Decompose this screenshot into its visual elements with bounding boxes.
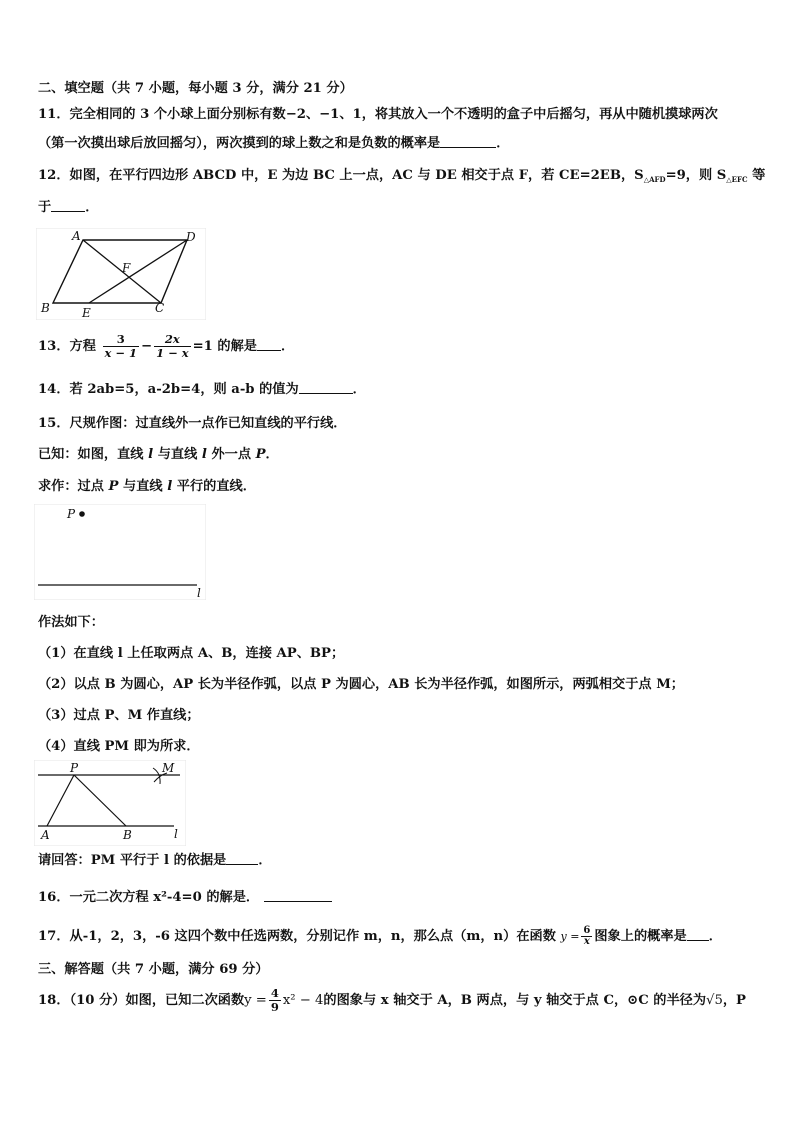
fraction-2	[154, 333, 191, 360]
q12-text-b: =9，则 S	[665, 168, 727, 183]
q15-known-a: 已知：如图，直线	[38, 447, 149, 462]
label-F: F	[122, 261, 131, 275]
q18-text-b: 的图象与 x 轴交于 A，B 两点，与 y 轴交于点 C，⊙C 的半径为	[323, 993, 707, 1008]
q14-line	[38, 381, 366, 399]
q13-end: =1 的解是	[192, 339, 257, 354]
line-point-figure	[34, 504, 206, 600]
parallelogram-figure	[36, 228, 206, 320]
q15-ask-b: 与直线	[118, 479, 168, 494]
q11-end: ．	[496, 136, 510, 151]
label-A: A	[41, 828, 50, 842]
q17-line	[38, 922, 722, 952]
q18-text-a: 18．（10 分）如图，已知二次函数	[38, 993, 245, 1008]
q18-line	[38, 986, 746, 1016]
q15-ask-a: 求作：过点	[38, 479, 109, 494]
answer-blank	[257, 338, 281, 351]
q18-text-c: ，P	[722, 993, 746, 1008]
q17-text-a: 17．从-1，2，3，-6 这四个数中任选两数，分别记作 m，n，那么点（m，n）在函数	[38, 929, 556, 944]
label-l: l	[197, 586, 201, 600]
q11-text: （第一次摸出球后放回摇匀），两次摸到的球上数之和是负数的概率是	[38, 136, 441, 151]
q15-ask-c: 平行的直线．	[172, 479, 256, 494]
answer-blank	[299, 381, 353, 394]
answer-blank	[51, 199, 85, 212]
q13-end2: ．	[281, 339, 295, 354]
q18-fn-y: y =	[244, 993, 267, 1008]
q15-step1: （1）在直线 l 上任取两点 A、B，连接 AP、BP；	[38, 646, 345, 661]
label-E: E	[82, 306, 91, 320]
label-P: P	[67, 507, 76, 521]
q15-known-l1: l	[148, 447, 154, 462]
q15-step4: （4）直线 PM 即为所求．	[38, 739, 200, 754]
q12-sub-efc: △EFC	[726, 175, 748, 184]
answer-blank	[440, 135, 496, 148]
point-P	[79, 511, 85, 517]
q16-text: 16．一元二次方程 x²-4=0 的解是．	[38, 890, 260, 905]
q15-answer	[38, 852, 272, 870]
q18-fraction-den: 9	[270, 1000, 279, 1014]
q15-known-b: 与直线	[153, 447, 202, 462]
q15-ask-l: l	[167, 479, 173, 494]
label-P: P	[70, 761, 79, 775]
q15-known-c: 外一点	[206, 447, 256, 462]
fraction-2-den: 1 − x	[156, 346, 189, 360]
q15-ask-p: P	[108, 479, 119, 494]
section2-title: 二、填空题（共 7 小题，每小题 3 分，满分 21 分）	[38, 81, 353, 96]
q17-fn-y: y =	[560, 930, 580, 943]
label-M: M	[162, 761, 175, 775]
q14-end: ．	[352, 382, 366, 397]
q16-line	[38, 889, 332, 907]
q18-fraction	[269, 987, 281, 1014]
q17-fraction-num: 6	[583, 925, 591, 936]
label-A: A	[72, 229, 81, 243]
answer-blank	[687, 928, 709, 941]
q12-text-c: 等	[747, 168, 766, 183]
q15-ask	[38, 478, 256, 496]
q15-known-l2: l	[201, 447, 207, 462]
fraction-1	[103, 333, 140, 360]
q17-end: ．	[708, 929, 722, 944]
fraction-1-num: 3	[116, 332, 125, 346]
label-D: D	[186, 230, 196, 244]
q14-text: 14．若 2ab=5，a-2b=4，则 a-b 的值为	[38, 382, 299, 397]
q12-line2-start: 于	[38, 200, 52, 215]
q15-answer-end: ．	[258, 853, 272, 868]
q17-text-b: 图象上的概率是	[594, 929, 687, 944]
q11-line1: 11．完全相同的 3 个小球上面分别标有数−2、−1、1，将其放入一个不透明的盒子中后摇匀，再从中随机摸球两次	[38, 107, 718, 122]
q12-line2	[38, 199, 98, 217]
q15-title: 15．尺规作图：过直线外一点作已知直线的平行线．	[38, 416, 347, 431]
section3-title: 三、解答题（共 7 小题，满分 69 分）	[38, 962, 269, 977]
q15-known-d: ．	[265, 447, 279, 462]
fraction-2-num: 2x	[164, 332, 180, 346]
q17-fraction-den: x	[581, 936, 592, 947]
label-B: B	[41, 301, 50, 315]
q15-answer-text: 请回答：PM 平行于 l 的依据是	[38, 853, 227, 868]
answer-blank	[264, 889, 332, 902]
q13-line	[38, 330, 294, 364]
parallel-construction-figure	[34, 760, 186, 846]
label-B: B	[123, 828, 132, 842]
q12-line2-end: ．	[85, 200, 99, 215]
q12-line1	[38, 167, 765, 189]
minus-sign: −	[141, 339, 153, 354]
q11-line2	[38, 135, 509, 153]
q18-sqrt: √5	[706, 993, 723, 1008]
q15-step3: （3）过点 P、M 作直线；	[38, 708, 200, 723]
q18-fraction-num: 4	[270, 986, 279, 1000]
fraction-1-den: x − 1	[104, 346, 138, 360]
answer-blank	[226, 852, 258, 865]
q15-step2: （2）以点 B 为圆心，AP 长为半径作弧，以点 P 为圆心，AB 长为半径作弧，如图所示，两弧相交于点 M；	[38, 677, 684, 692]
q13-start: 13．方程	[38, 339, 96, 354]
q18-fn-rest: x² − 4	[282, 993, 324, 1008]
q12-sub-afd: △AFD	[643, 175, 666, 184]
label-l: l	[174, 827, 178, 841]
q17-fraction	[581, 926, 592, 947]
label-C: C	[155, 301, 165, 315]
q15-method-title: 作法如下：	[38, 615, 104, 630]
q15-known	[38, 446, 279, 464]
q15-known-p: P	[255, 447, 266, 462]
q12-text-a: 12．如图，在平行四边形 ABCD 中，E 为边 BC 上一点，AC 与 DE 相交于点 F，若 CE=2EB，S	[38, 168, 644, 183]
